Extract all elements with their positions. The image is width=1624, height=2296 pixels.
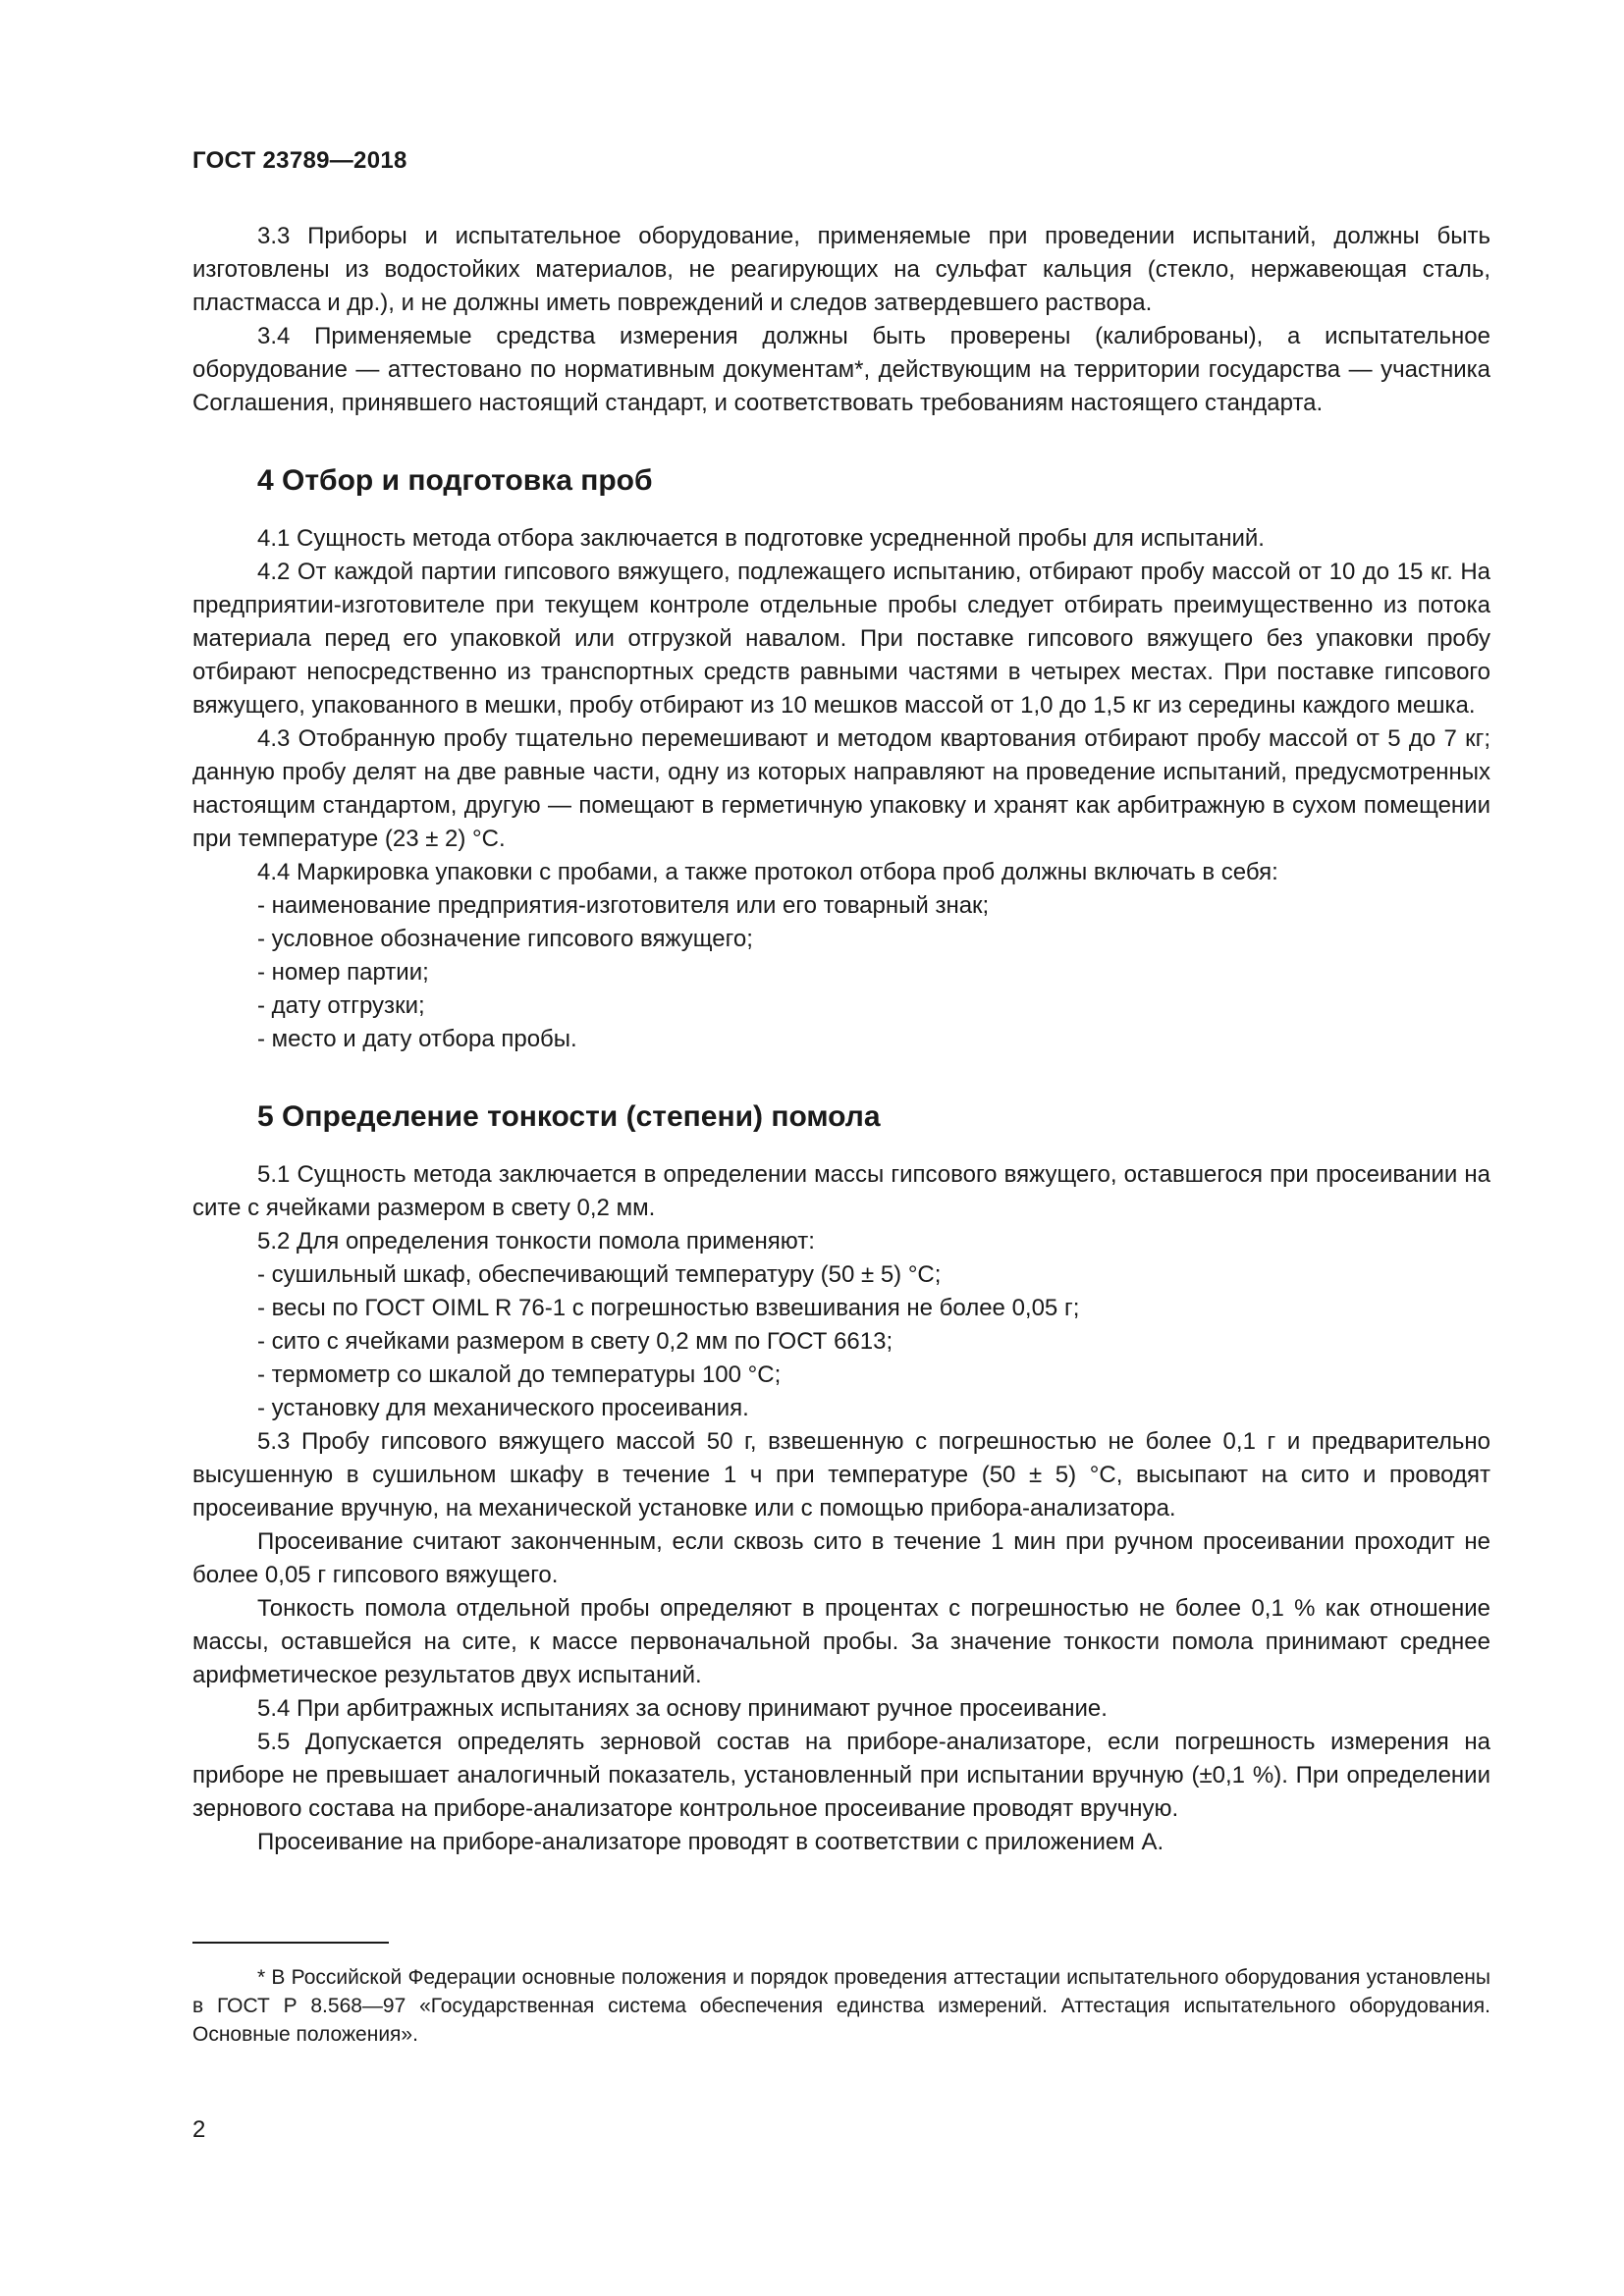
section-5-title: 5 Определение тонкости (степени) помола	[257, 1100, 881, 1133]
list-item: - дату отгрузки;	[257, 992, 425, 1019]
footnote-divider	[192, 1942, 389, 1944]
paragraph-5-1: 5.1 Сущность метода заключается в определении массы гипсового вяжущего, оставшегося при просеивании на сите с ячейками размером в свету 0,2 мм.	[192, 1161, 1490, 1221]
paragraph-4-4: 4.4 Маркировка упаковки с пробами, а также протокол отбора проб должны включать в себя:	[257, 859, 1278, 885]
paragraph-4-1: 4.1 Сущность метода отбора заключается в подготовке усредненной пробы для испытаний.	[257, 525, 1265, 552]
list-item: - сушильный шкаф, обеспечивающий температуру (50 ± 5) °С;	[257, 1261, 942, 1288]
paragraph-5-5-annex: Просеивание на приборе-анализаторе проводят в соответствии с приложением А.	[257, 1829, 1164, 1855]
paragraph-5-4: 5.4 При арбитражных испытаниях за основу принимают ручное просеивание.	[257, 1695, 1108, 1722]
paragraph-4-3: 4.3 Отобранную пробу тщательно перемешивают и методом квартования отбирают пробу массой от 5 до 7 кг; данную пробу делят на две равные части, одну из которых направляют на проведение испытаний, предусмотренных настоящим стандартом, другую — помещают в герметичную упаковку и хранят как арбитражную в сухом помещении при температуре (23 ± 2) °С.	[192, 725, 1490, 852]
paragraph-3-3: 3.3 Приборы и испытательное оборудование, применяемые при проведении испытаний, должны быть изготовлены из водостойких материалов, не реагирующих на сульфат кальция (стекло, нержавеющая сталь, пластмасса и др.), и не должны иметь повреждений и следов затвердевшего раствора.	[192, 223, 1490, 316]
page-content	[192, 220, 1490, 1859]
list-item: - сито с ячейками размером в свету 0,2 мм по ГОСТ 6613;	[257, 1328, 893, 1355]
footnote: * В Российской Федерации основные положения и порядок проведения аттестации испытательного оборудования установлены в ГОСТ Р 8.568—97 «Государственная система обеспечения единства измерений. Аттестация испытательного оборудования. Основные положения».	[192, 1966, 1490, 2046]
paragraph-3-4: 3.4 Применяемые средства измерения должны быть проверены (калиброваны), а испытательное оборудование — аттестовано по нормативным документам*, действующим на территории государства — участника Соглашения, принявшего настоящий стандарт, и соответствовать требованиям настоящего стандарта.	[192, 323, 1490, 416]
footnote-area	[192, 1942, 1490, 2049]
section-4-title: 4 Отбор и подготовка проб	[257, 464, 653, 497]
page-number: 2	[192, 2116, 206, 2143]
list-item: - номер партии;	[257, 959, 429, 986]
list-item: - весы по ГОСТ OIML R 76-1 с погрешностью взвешивания не более 0,05 г;	[257, 1295, 1080, 1321]
paragraph-5-3: 5.3 Пробу гипсового вяжущего массой 50 г, взвешенную с погрешностью не более 0,1 г и предварительно высушенную в сушильном шкафу в течение 1 ч при температуре (50 ± 5) °С, высыпают на сито и проводят просеивание вручную, на механической установке или с помощью прибора-анализатора.	[192, 1428, 1490, 1522]
paragraph-5-5: 5.5 Допускается определять зерновой состав на приборе-анализаторе, если погрешность измерения на приборе не превышает аналогичный показатель, установленный при испытании вручную (±0,1 %). При определении зернового состава на приборе-анализаторе контрольное просеивание проводят вручную.	[192, 1729, 1490, 1822]
list-item: - установку для механического просеивания.	[257, 1395, 749, 1421]
list-item: - условное обозначение гипсового вяжущего;	[257, 926, 753, 952]
list-item: - наименование предприятия-изготовителя или его товарный знак;	[257, 892, 990, 919]
standard-designation: ГОСТ 23789—2018	[192, 147, 407, 174]
paragraph-5-2: 5.2 Для определения тонкости помола применяют:	[257, 1228, 815, 1255]
list-item: - термометр со шкалой до температуры 100 °С;	[257, 1362, 782, 1388]
list-item: - место и дату отбора пробы.	[257, 1026, 577, 1052]
paragraph-5-3-fineness: Тонкость помола отдельной пробы определяют в процентах с погрешностью не более 0,1 % как отношение массы, оставшейся на сите, к массе первоначальной пробы. За значение тонкости помола принимают среднее арифметическое результатов двух испытаний.	[192, 1595, 1490, 1688]
paragraph-4-2: 4.2 От каждой партии гипсового вяжущего, подлежащего испытанию, отбирают пробу массой от 10 до 15 кг. На предприятии-изготовителе при текущем контроле отдельные пробы следует отбирать преимущественно из потока материала перед его упаковкой или отгрузкой навалом. При поставке гипсового вяжущего без упаковки пробу отбирают непосредственно из транспортных средств равными частями в четырех местах. При поставке гипсового вяжущего, упакованного в мешки, пробу отбирают из 10 мешков массой от 1,0 до 1,5 кг из середины каждого мешка.	[192, 559, 1490, 719]
paragraph-5-3-sieving-complete: Просеивание считают законченным, если сквозь сито в течение 1 мин при ручном просеивании проходит не более 0,05 г гипсового вяжущего.	[192, 1528, 1490, 1588]
